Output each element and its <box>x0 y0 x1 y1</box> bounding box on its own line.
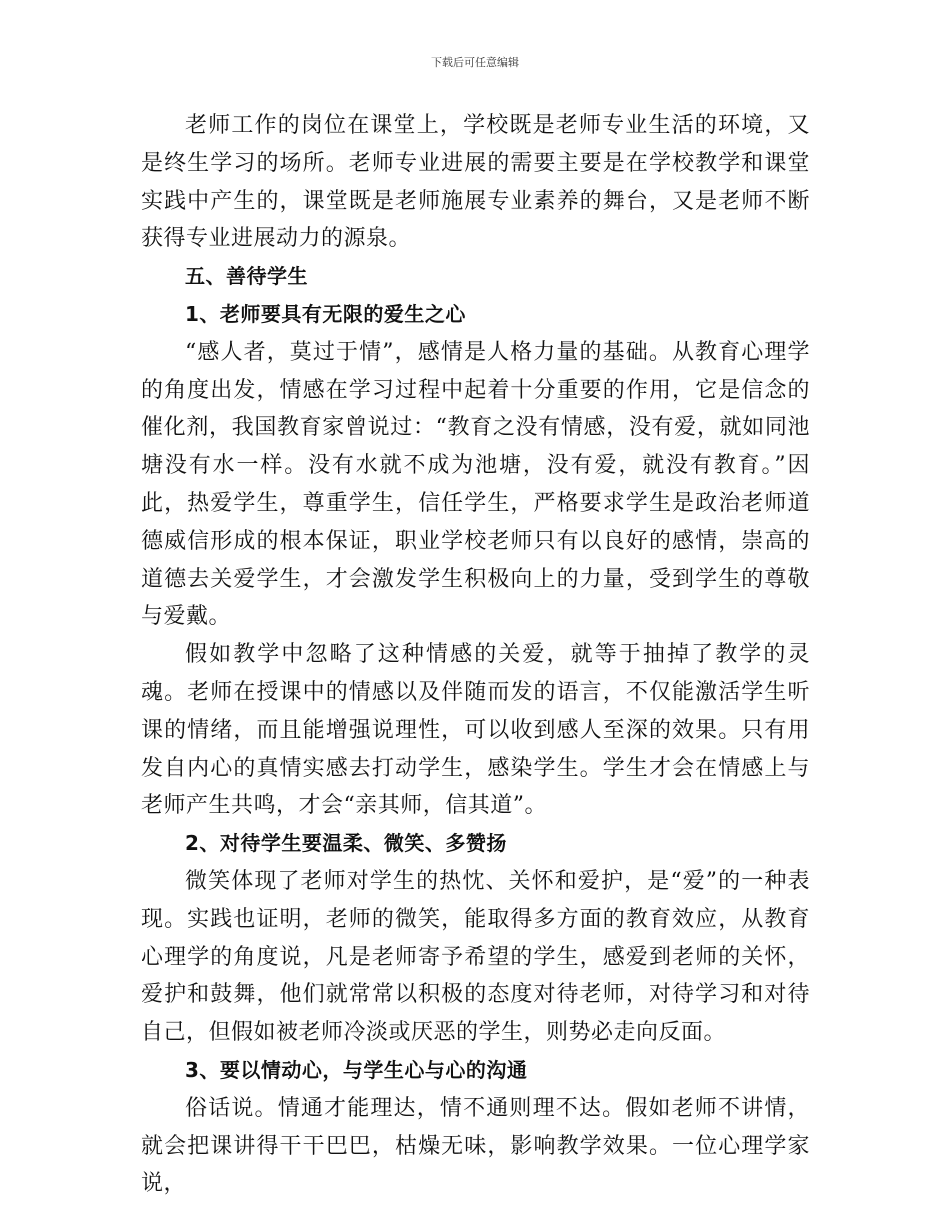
subheading-gentle-smile-praise: 2、对待学生要温柔、微笑、多赞扬 <box>185 831 507 856</box>
paragraph-emotion-foundation: “感人者，莫过于情”，感情是人格力量的基础。从教育心理学的角度出发，情感在学习过程中起着十分重要的作用，它是信念的催化剂，我国教育家曾说过：“教育之没有情感，没有爱，就如同池塘没有水一样。没有水就不成为池塘，没有爱，就没有教育。”因此，热爱学生，尊重学生，信任学生，严格要求学生是政治老师道德威信形成的根本保证，职业学校老师只有以良好的感情，崇高的道德去关爱学生，才会激发学生积极向上的力量，受到学生的尊敬与爱戴。 <box>141 339 810 630</box>
paragraph-smile: 微笑体现了老师对学生的热忱、关怀和爱护，是“爱”的一种表现。实践也证明，老师的微笑，能取得多方面的教育效应，从教育心理学的角度说，凡是老师寄予希望的学生，感爱到老师的关怀，爱护和鼓舞，他们就常常以积极的态度对待老师，对待学习和对待自己，但假如被老师冷淡或厌恶的学生，则势必走向反面。 <box>141 868 810 1046</box>
document-body <box>141 107 810 1203</box>
paragraph-proverb: 俗话说。情通才能理达，情不通则理不达。假如老师不讲情，就会把课讲得干干巴巴，枯燥无味，影响教学效果。一位心理学家说， <box>141 1095 810 1197</box>
paragraph-emotional-care: 假如教学中忽略了这种情感的关爱，就等于抽掉了教学的灵魂。老师在授课中的情感以及伴随而发的语言，不仅能激活学生听课的情绪，而且能增强说理性，可以收到感人至深的效果。只有用发自内心的真情实感去打动学生，感染学生。学生才会在情感上与老师产生共鸣，才会“亲其师，信其道”。 <box>141 642 810 819</box>
page-header: 下载后可任意编辑 <box>431 56 519 69</box>
paragraph-teacher-workplace: 老师工作的岗位在课堂上，学校既是老师专业生活的环境，又是终生学习的场所。老师专业进展的需要主要是在学校教学和课堂实践中产生的，课堂既是老师施展专业素养的舞台，又是老师不断获得专业进展动力的源泉。 <box>141 113 810 252</box>
section-heading-treat-students: 五、善待学生 <box>185 264 308 289</box>
subheading-heart-communication: 3、要以情动心，与学生心与心的沟通 <box>185 1057 528 1082</box>
subheading-love-students: 1、老师要具有无限的爱生之心 <box>185 301 466 326</box>
